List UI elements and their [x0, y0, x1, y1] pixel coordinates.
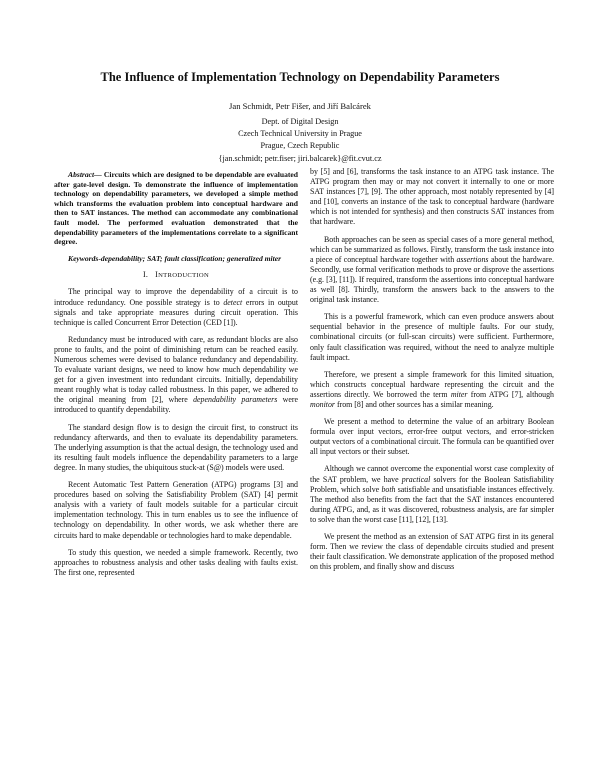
text: The principal way to improve the dependability of a circuit is to introduce redundancy. One possible strategy is to — [54, 287, 298, 307]
text-em: assertions — [456, 254, 489, 264]
paragraph: We present a method to determine the value of an arbitrary Boolean formula over input vectors, error-free output vectors, and error-stricken output vectors of a combinational circuit. The formula can be quantified over all input vectors or their subset. — [310, 417, 554, 457]
left-column — [54, 170, 298, 585]
text: about the hardware. Secondly, use formal verification methods to prove or disprove the assertions (e.g. [3], [11]). If required, transform the assertions into conceptual hardware as well [8]. Thirdly, transform the answers back to the answers to the original task instance. — [310, 254, 554, 305]
text-em: dependability parameters — [193, 395, 278, 405]
affiliation-university: Czech Technical University in Prague — [238, 129, 362, 139]
paragraph: This is a powerful framework, which can even produce answers about sequential behavior in the presence of multiple faults. For our study, combinational circuits (or full-scan circuits) were sufficient. Furthermore, only fault classification was required, without the need to analyze multiple fault impact. — [310, 312, 554, 362]
abstract-text: Circuits which are designed to be dependable are evaluated after gate-level design. To demonstrate the influence of implementation technology on dependability parameters, we developed a simple method which transforms the evaluation problem into conceptual hardware and then to SAT instances. The method can accommodate any combinational fault model. The performed evaluation demonstrated that the dependability parameters of the implementations correlate to a significant degree. — [54, 170, 298, 247]
paragraph: Recent Automatic Test Pattern Generation (ATPG) programs [3] and procedures based on solving the Satisfiability Problem (SAT) [4] permit analysis with a variety of fault models suitable for a particular circuit implementation technology. This in turn enables us to see the influence of technology on dependability. In other words, we ask whether there are circuits hard to make dependable or technologies hard to make dependable. — [54, 480, 298, 540]
text-em: both — [381, 484, 396, 494]
authors: Jan Schmidt, Petr Fišer, and Jiří Balcárek — [229, 101, 371, 111]
text: Both approaches can be seen as special cases of a more general method, which can be summarized as follows. Firstly, transform the task instance into a piece of conceptual hardware together with — [310, 234, 554, 264]
paragraph — [54, 335, 298, 416]
section-rest: NTRODUCTION — [158, 272, 210, 280]
text: solvers for the Boolean Satisfiability Problem, which solve — [310, 474, 554, 494]
paragraph — [310, 464, 554, 525]
section-cap: I — [155, 270, 159, 280]
section-number: I. — [142, 270, 149, 280]
text: from [8] and other sources has a similar meaning. — [335, 399, 494, 409]
paper-title: The Influence of Implementation Technology on Dependability Parameters — [100, 70, 500, 84]
affiliation-location: Prague, Czech Republic — [260, 141, 340, 151]
keywords: Keywords-dependability; SAT; fault classification; generalized miter — [68, 253, 282, 263]
affiliation — [100, 116, 500, 165]
affiliation-emails: {jan.schmidt; petr.fiser; jiri.balcarek}@fit.cvut.cz — [218, 153, 382, 163]
text: errors in output signals and take appropriate measures during circuit operation. This technique is called Concurrent Error Detection (CED [1]). — [54, 297, 299, 327]
text-em: miter — [450, 389, 468, 399]
text: were introduced to quantify dependability. — [54, 395, 298, 415]
paragraph: We present the method as an extension of SAT ATPG first in its general form. Then we review the class of dependable circuits studied and present their fault classification. We demonstrate application of the proposed method on this problem, and finally show and discuss — [310, 532, 554, 572]
text: Although we cannot overcome the exponential worst case complexity of the SAT problem, we have — [310, 464, 554, 484]
text: satisfiable and unsatisfiable instances effectively. The method also benefits from the fact that the SAT instances encountered during ATPG, and, as it was discovered, robustness analysis, are far simpler to solve than the worst case [11], [12], [13]. — [310, 484, 554, 524]
right-column — [310, 167, 554, 579]
abstract-lead: Abstract— — [68, 170, 102, 179]
text: Therefore, we present a simple framework for this limited situation, which constructs conceptual hardware representing the circuit and the assertions directly. We borrowed the term — [310, 369, 554, 399]
text: Redundancy must be introduced with care, as redundant blocks are also prone to faults, and the point of diminishing return can be reached easily. Numerous schemes were devised to balance redundancy and dependability. To evaluate variant designs, we need to know how much dependability we get for a given investment into redundant circuits. Initially, dependability meant roughly what is today called robustness. In this paper, we adhered to the original meaning from [2], where — [54, 334, 298, 405]
paragraph: The standard design flow is to design the circuit first, to construct its redundancy afterwards, and then to evaluate its dependability parameters. The underlying assumption is that the actual design, the technology used and its resulting fault models influence the dependability parameters to a large degree. In many studies, the ubiquitous stuck-at (S@) models were used. — [54, 422, 298, 472]
text-em: detect — [223, 297, 243, 307]
text: from ATPG [7], although — [467, 389, 554, 399]
text-em: monitor — [310, 399, 335, 409]
section-heading-introduction — [54, 270, 298, 281]
paragraph — [310, 370, 554, 410]
paragraph — [54, 287, 298, 327]
paragraph: by [5] and [6], transforms the task instance to an ATPG task instance. The ATPG program then may or may not convert it internally to one or more SAT instances [7], [9]. The other approach, most notably represented by [4] and [10], converts an instance of the task to conceptual hardware (hardware which is not intended for synthesis) and then constructs SAT instances from that hardware. — [310, 167, 554, 227]
paragraph — [310, 235, 554, 306]
abstract — [54, 170, 298, 247]
affiliation-dept: Dept. of Digital Design — [261, 117, 339, 126]
text-em: practical — [401, 474, 431, 484]
paragraph: To study this question, we needed a simple framework. Recently, two approaches to robustness analysis and other tasks dealing with faults exist. The first one, represented — [54, 547, 298, 577]
